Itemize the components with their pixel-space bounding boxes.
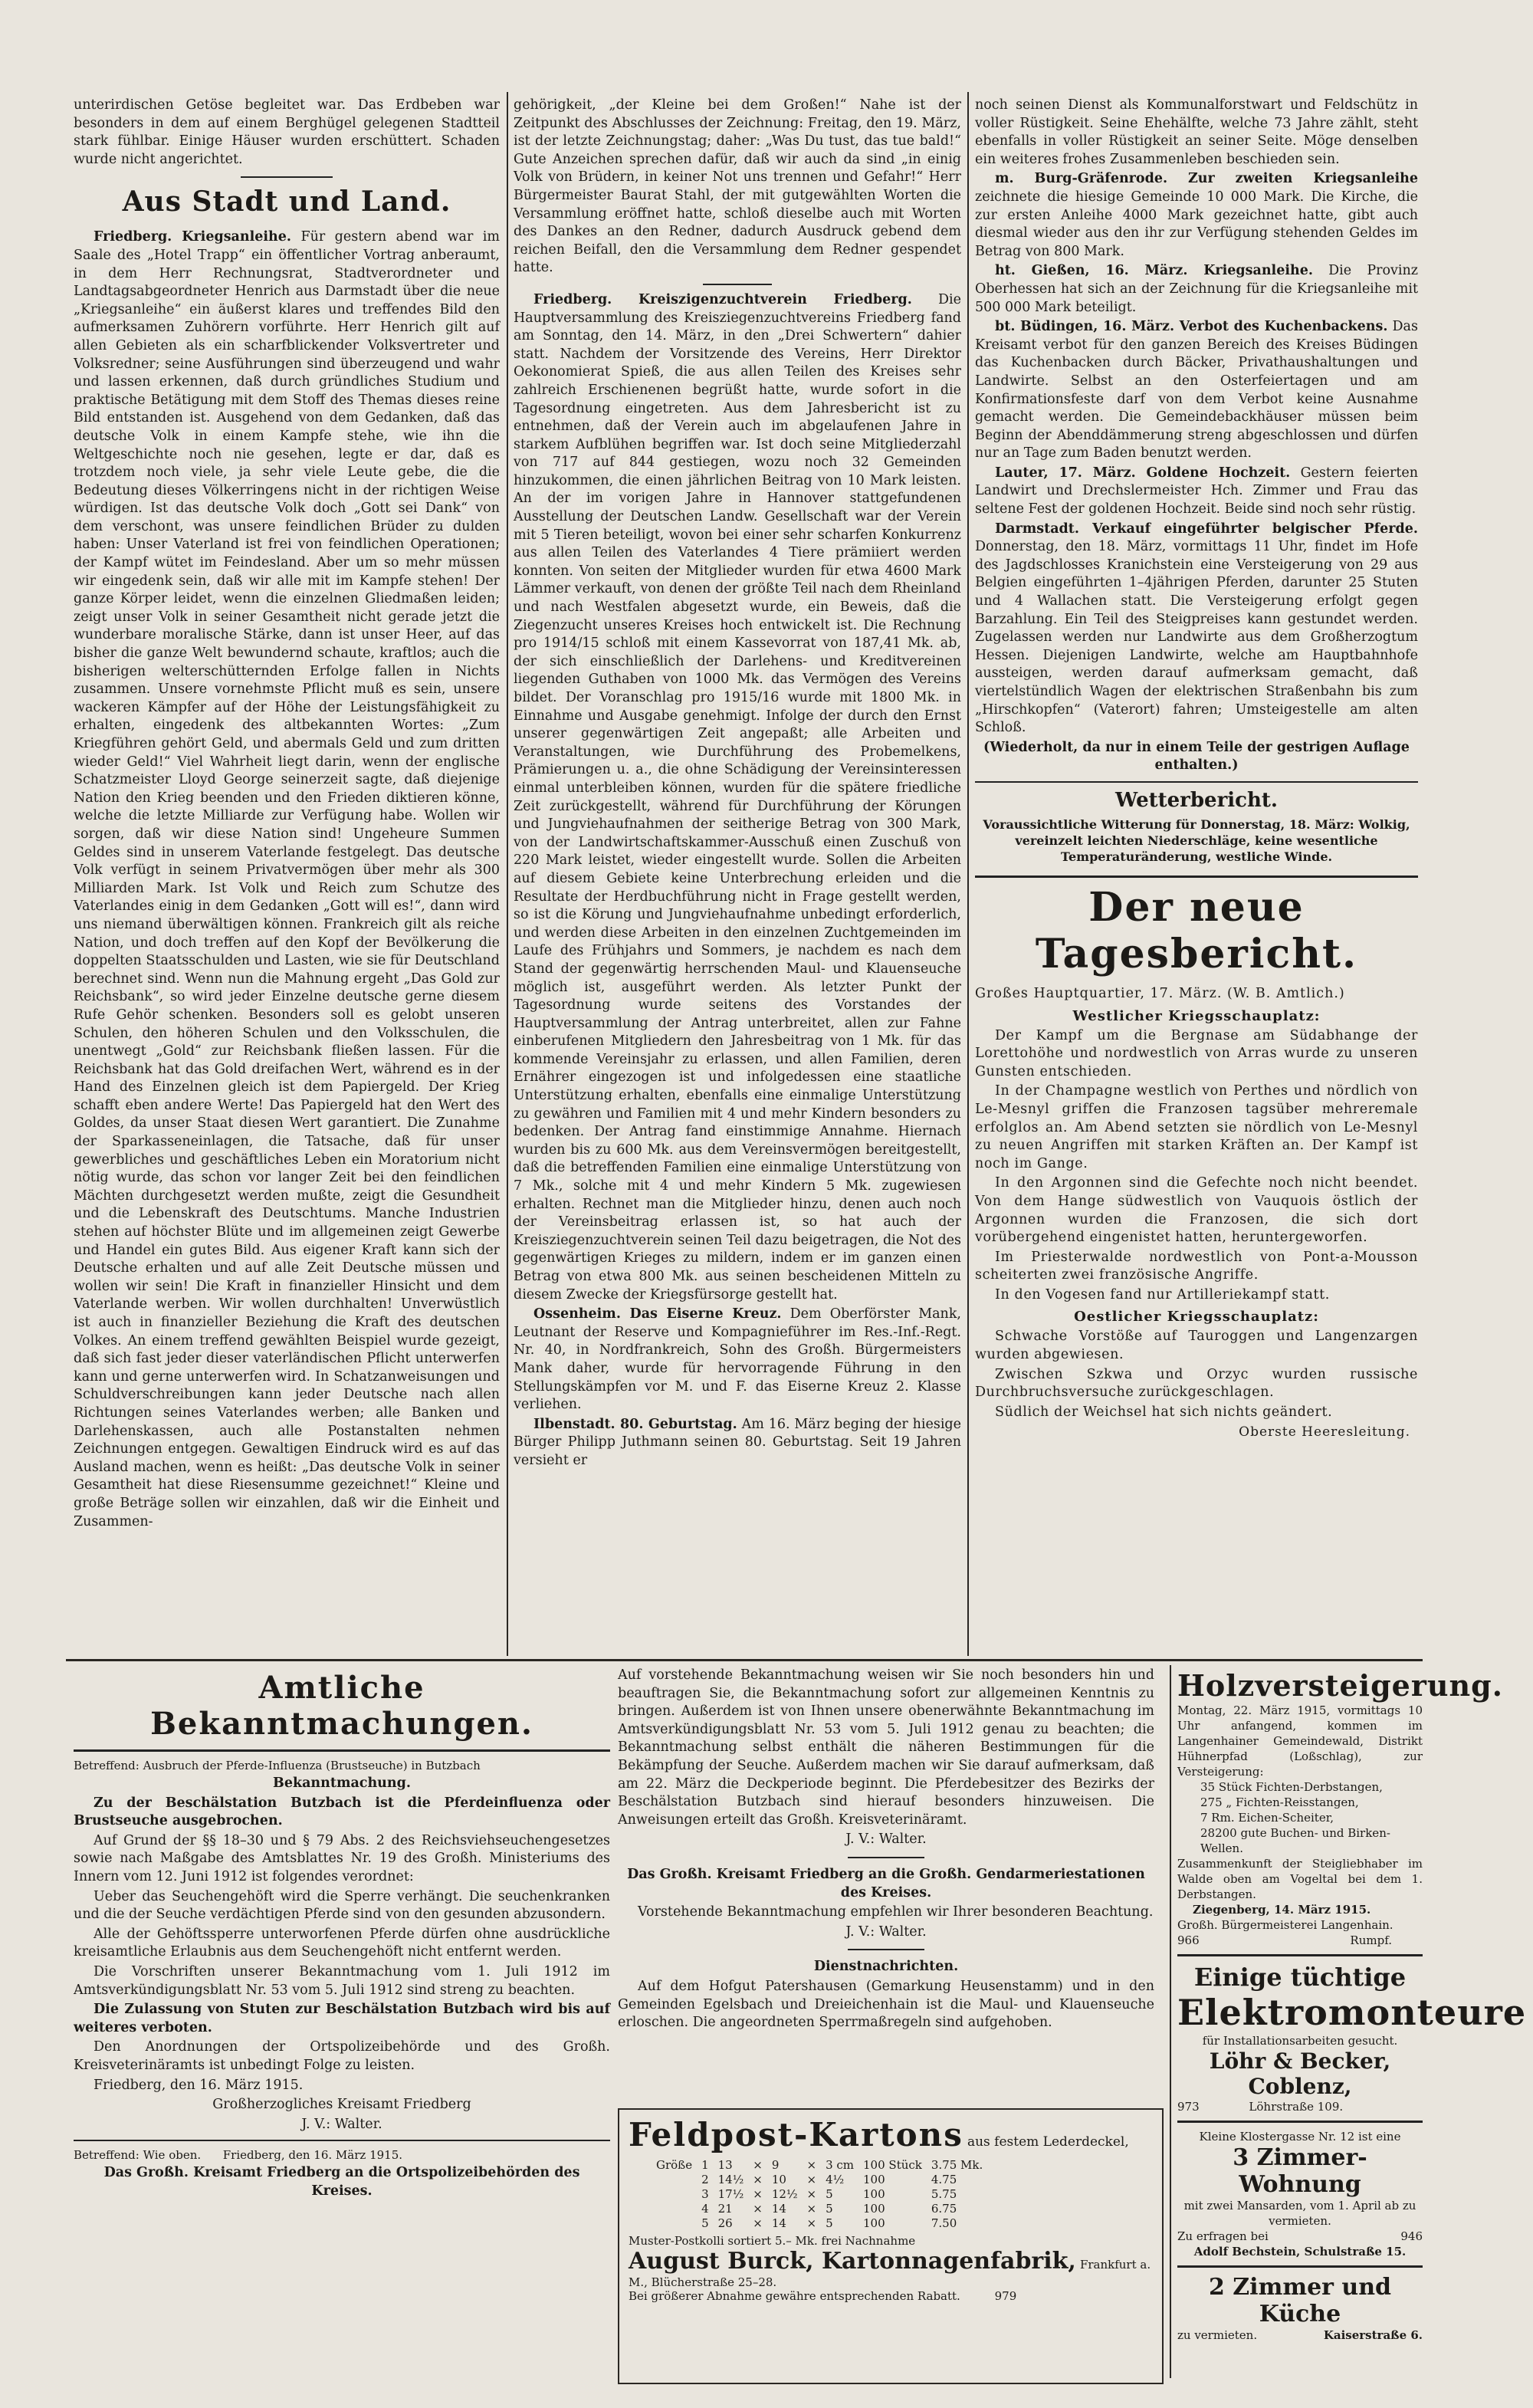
holz-text: Zusammenkunft der Steigliebhaber im Walde oben am Vogeltal bei dem 1. Derbstangen. bbox=[1177, 1857, 1423, 1901]
ad-column bbox=[1177, 1668, 1527, 2389]
article-ziegenzucht bbox=[514, 291, 961, 1304]
notice-date: Friedberg, den 16. März 1915. bbox=[222, 2148, 403, 2163]
report-signature: Oberste Heeresleitung. bbox=[1239, 1424, 1410, 1441]
report-paragraph: Im Priesterwalde nordwestlich von Pont-a-Mousson scheiterten zwei französische Angriffe. bbox=[975, 1249, 1418, 1283]
feldpost-rabatt: Bei größerer Abnahme gewähre entsprechenden Rabatt. bbox=[629, 2289, 960, 2303]
article-ossenheim bbox=[514, 1306, 961, 1414]
notice-heading: Das Großh. Kreisamt Friedberg an die Großh. Gendarmeriestationen des Kreises. bbox=[627, 1866, 1145, 1900]
divider bbox=[1177, 1954, 1423, 1956]
notice-signature: J. V.: Walter. bbox=[845, 1923, 927, 1940]
notice-subject-text: Betreffend: Wie oben. bbox=[74, 2148, 202, 2163]
article-continuation: noch seinen Dienst als Kommunalforstwart und Feldschütz in voller Rüstigkeit. Seine Ehehälfte, welche 73 Jahre zählt, steht ebenfalls in voller Rüstigkeit an seiner Seite. Möge denselben ein weiteres frohes Zusammenleben beschieden sein. bbox=[975, 97, 1418, 167]
divider bbox=[848, 1857, 924, 1858]
feldpost-cell: 14 bbox=[771, 2202, 786, 2216]
article-body: Für gestern abend war im Saale des „Hotel Trapp“ ein öffentlicher Vortrag anberaumt, in dem Herr Rechnungsrat, Stadtverordneter und Landtagsabgeordneter Henrich aus Darmstadt über die neue „Kriegsanleihe“ ein äußerst klares und treffendes Bild den aufmerksamen Zuhörern vorführte. Herr Henrich gilt auf allen Gebieten als ein scharfblickender Volksvertreter und Volksredner; seine Ausführungen sind überzeugend und wahr und lassen erkennen, daß durch gründliches Studium und praktische Betätigung mit dem Stoff des Themas dieses reine Bild entstanden ist. Ausgehend von dem Gedanken, daß das deutsche Volk in einem Kampfe stehe, wie ihn die Weltgeschichte noch nie gesehen, legte er dar, daß es trotzdem noch viele, ja sehr viele Leute gebe, die die Bedeutung dieses Völkerringens nicht in der richtigen Weise würdigen. Ist das deutsche Volk doch „Gott sei Dank“ von dem verschont, was unsere feindlichen Brüder zu dulden haben: Unser Vaterland ist frei von feindlichen Operationen; der Kampf wütet im Feindesland. Aber um so mehr müssen wir eingedenk sein, daß wir alle mit im Kampfe stehen! Der ganze Körper leidet, wenn die einzelnen Gliedmaßen leiden; zeigt unser Volk in seiner Gesamtheit nicht gerade jetzt die wunderbare moralische Stärke, dann ist unser Heer, auf das bisher die ganze Welt bewundernd schaute, kraftlos; auch die bisherigen welterschütternden Erfolge fallen in Nichts zusammen. Unsere vornehmste Pflicht muß es sein, unsere wackeren Kämpfer auf der Höhe der Leistungsfähigkeit zu erhalten, eingedenk des altbekannten Wortes: „Zum Kriegführen gehört Geld, und abermals Geld und zum dritten wieder Geld!“ Viel Wahrheit liegt darin, wenn der englische Schatzmeister Lloyd George seinerzeit sagte, daß diejenige Nation den Krieg beenden und den Frieden diktieren könne, welche die letzte Milliarde zur Verfügung habe. Wollen wir sorgen, daß wir diese Nation sind! Ungeheure Summen Geldes sind in unserem Vaterlande festgelegt. Das deutsche Volk verfügt in seinem Privatvermögen über mehr als 300 Milliarden Mark. Ist Volk und Reich zum Schutze des Vaterlandes einig in dem Gedanken „Gott will es!“, dann wird uns niemand überwältigen können. Frankreich gilt als reiche Nation, und doch treffen auf den Kopf der Bevölkerung die doppelten Staatsschulden und Lasten, wie sie für Deutschland berechnet sind. Wenn nun die Mahnung ergeht „Das Gold zur Reichsbank“, so wird jeder Einzelne deutsche gerne diesem Rufe Gehör schenken. Besonders soll es gelobt unseren Schulen, den höheren Schulen und den Volksschulen, die unentwegt „Gold“ zur Reichsbank fließen lassen. Für die Reichsbank hat das Gold dreifachen Wert, während es in der Hand des Einzelnen gleich ist dem Papiergeld. Der Krieg schafft eben andere Werte! Das Papiergeld hat den Wert des Goldes, da unser Staat diesen Wert garantiert. Die Zunahme der Sparkasseneinlagen, die Tatsache, daß für unser gewerbliches und geschäftliches Leben ein Moratorium nicht nötig wurde, das schon vor langer Zeit bei den feindlichen Mächten durchgesetzt werden mußte, zeigt die Gesundheit und die Lebenskraft des Deutschtums. Manche Industrien stehen auf höchster Blüte und im allgemeinen zeigt Gewerbe und Handel ein gutes Bild. Aus eigener Kraft kann sich der Deutsche erhalten und auf alle Zeit Deutsche müssen und wollen wir sein! Die Kraft in finanzieller Hinsicht und dem Vaterlande werben. Wir wollen durchhalten! Unverwüstlich ist auch in finanzieller Beziehung die Kraft des deutschen Volkes. An einem treffend gewählten Beispiel wurde gezeigt, daß sich fast jeder dieser vaterländischen Pflicht unterwerfen kann und gerne unterwerfen wird. In Schatzanweisungen und Schuldverschreibungen kann jeder Deutsche nach allen Richtungen seines Vaterlandes werben; alle Banken und Darlehenskassen, auch alle Postanstalten nehmen Zeichnungen entgegen. Gewaltigen Eindruck wird es auf das Ausland machen, wenn es heißt: „Das deutsche Volk in seiner Gesamtheit hat diese Riesensumme gezeichnet!“ Kleine und große Beträge sollen wir einzahlen, daß wir die Einheit und Zusammen- bbox=[74, 229, 500, 1529]
feldpost-cell: 5 bbox=[701, 2216, 709, 2230]
notice-text: Auf dem Hofgut Patershausen (Gemarkung Heusenstamm) und in den Gemeinden Egelsbach und Dreieichenhain ist die Maul- und Klauenseuche erloschen. Die angeordneten Sperrmaßregeln sind aufgehoben. bbox=[618, 1978, 1154, 2031]
article-body: Die Provinz Oberhessen hat sich an der Zeichnung für die Kriegsanleihe mit 500 000 Mark beteiligt. bbox=[975, 263, 1418, 315]
article-body: Das Kreisamt verbot für den ganzen Bereich des Kreises Büdingen das Kuchenbacken durch Bäcker, Privathaushaltungen und Landwirte. Selbst an den Osterfeiertagen und am Konfirmationsfeste darf von dem Verbot keine Ausnahme gemacht werden. Die Gemeindebackhäuser müssen beim Beginn der Abenddämmerung streng abgeschlossen und dürfen nur an Tage zum Baden benutzt werden. bbox=[975, 319, 1418, 462]
notice-organization: Großherzogliches Kreisamt Friedberg bbox=[212, 2097, 471, 2113]
feldpost-header bbox=[629, 2116, 1153, 2153]
feldpost-city: Frankfurt a. M., Blücherstraße 25–28. bbox=[629, 2258, 1151, 2289]
divider bbox=[241, 176, 333, 178]
feldpost-cell: Größe bbox=[656, 2158, 693, 2172]
feldpost-cell: 17½ bbox=[717, 2187, 744, 2201]
article-body: Die Hauptversammlung des Kreisziegenzuchtvereins Friedberg fand am Sonntag, den 14. März, in den „Drei Schwertern“ dahier statt. Nachdem der Vorsitzende des Vereins, Herr Direktor Oekonomierat Spieß, die aus allen Teilen des Kreises sehr zahlreich Erschienenen begrüßt hatte, wurde sofort in die Tagesordnung eingetreten. Aus dem Jahresbericht ist zu entnehmen, daß der Verein auch im abgelaufenen Jahre in starkem Aufblühen begriffen war. Ist doch seine Mitgliederzahl von 717 auf 844 gestiegen, wozu noch 32 Gemeinden hinzukommen, die einen jährlichen Beitrag von 10 Mark leisten. An der im vorigen Jahre in Hannover stattgefundenen Ausstellung der Deutschen Landw. Gesellschaft war der Verein mit 5 Tieren beteiligt, wovon bei einer sehr scharfen Konkurrenz aus allen Teilen des Vaterlandes 4 Tiere prämiiert werden konnten. Von seiten der Mitglieder wurden für etwa 4600 Mark Lämmer verkauft, von denen der größte Teil nach dem Rheinland und nach Westfalen abgesetzt wurde, ein Beweis, daß die Ziegenzucht unseres Kreises hoch entwickelt ist. Die Rechnung pro 1914/15 schloß mit einem Kassevorrat von 187,41 Mk. ab, der sich einschließlich der Darlehens- und Kreditvereinen liegenden Guthaben von 1000 Mk. das Vermögen des Vereins bildet. Der Voranschlag pro 1915/16 wurde mit 1800 Mk. in Einnahme und Ausgabe genehmigt. Infolge der durch den Ernst unserer gegenwärtigen Zeit angepaßt; alle Arbeiten und Veranstaltungen, wie Durchführung des Probemelkens, Prämierungen u. a., die ohne Schädigung der Vereinsinteressen einmal unterbleiben können, wurden für die spätere friedliche Zeit zurückgestellt, während für Durchführung der Körungen und Jungviehaufnahmen der seitherige Betrag von 300 Mark, von der Landwirtschaftskammer-Ausschuß einen Zuschuß von 220 Mark leistet, wieder eingestellt wurde. Sollen die Arbeiten auf diesem Gebiete keine Unterbrechung erleiden und die Resultate der Herdbuchführung nicht in Frage gestellt werden, so ist die Körung und Jungviehaufnahme unbedingt erforderlich, und werden diese Arbeiten in den einzelnen Zuchtgemeinden im Laufe des Frühjahrs und Sommers, je nachdem es nach dem Stand der gegenwärtig herrschenden Maul- und Klauenseuche möglich ist, ausgeführt werden. Als letzter Punkt der Tagesordnung wurde seitens des Vorstandes der Hauptversammlung der Antrag unterbreitet, allen zur Fahne einberufenen Mitgliedern den Jahresbeitrag von 1 Mk. für das kommende Vereinsjahr zu erlassen, und allen Familien, deren Ernährer eingezogen ist und infolgedessen eine staatliche Unterstützung erhalten, ebenfalls eine einmalige Unterstützung zu gewähren und Familien mit 4 und mehr Kindern besonders zu bedenken. Der Antrag fand einstimmige Annahme. Hiernach wurden bis zu 600 Mk. aus dem Vereinsvermögen bereitgestellt, daß die betreffenden Familien eine einmalige Unterstützung von 7 Mk., solche mit 4 und mehr Kindern 5 Mk. zugewiesen erhalten. Rechnet man die Mitglieder hinzu, denen auch noch der Vereinsbeitrag erlassen ist, so hat auch der Kreisziegenzuchtverein seinen Teil dazu beigetragen, die Not des gegenwärtigen Krieges zu mildern, indem er im ganzen einen Betrag von etwa 800 Mk. aus seinen bescheidenen Mitteln zu diesem Zwecke der Kriegsfürsorge gestellt hat. bbox=[514, 291, 961, 1303]
feldpost-ad bbox=[618, 2108, 1164, 2384]
column-3 bbox=[975, 97, 1418, 1654]
times-sign: × bbox=[806, 2216, 817, 2230]
intro-text: unterirdischen Getöse begleitet war. Das Erdbeben war besonders in dem auf einem Berghügel gelegenen Stadtteil stark fühlbar. Einige Häuser wurden erschüttert. Schaden wurde nicht angerichtet. bbox=[74, 97, 500, 167]
report-paragraph: In den Vogesen fand nur Artilleriekampf statt. bbox=[995, 1286, 1330, 1303]
amtliche-col-2 bbox=[618, 1667, 1154, 2104]
feldpost-cell: 100 bbox=[863, 2187, 885, 2201]
weather-title: Wetterbericht. bbox=[1115, 788, 1278, 812]
feldpost-row bbox=[652, 2202, 987, 2216]
times-sign: × bbox=[806, 2158, 817, 2172]
feldpost-row bbox=[652, 2158, 987, 2173]
feldpost-cell: 5 bbox=[826, 2202, 833, 2216]
notice-subject: Betreffend: Ausbruch der Pferde-Influenza (Brustseuche) in Butzbach bbox=[74, 1759, 481, 1772]
amtliche-col-1 bbox=[74, 1667, 610, 2387]
notice-rule: Ueber das Seuchengehöft wird die Sperre verhängt. Die seuchenkranken und die der Seuche verdächtigen Pferde sind von den gesunden abzusondern. bbox=[74, 1888, 610, 1923]
feldpost-cell: 1 bbox=[701, 2158, 709, 2172]
divider bbox=[975, 875, 1418, 878]
article-ilbenstadt bbox=[514, 1416, 961, 1470]
feldpost-row bbox=[652, 2187, 987, 2202]
feldpost-cell bbox=[652, 2187, 697, 2202]
west-front-heading: Westlicher Kriegsschauplatz: bbox=[1072, 1007, 1321, 1024]
feldpost-cell: 3.75 Mk. bbox=[931, 2158, 983, 2172]
feldpost-rabatt-line bbox=[629, 2289, 1153, 2303]
feldpost-cell: 100 bbox=[863, 2173, 885, 2186]
elektro-street: Löhrstraße 109. bbox=[1249, 2100, 1344, 2114]
holz-title: Holzversteigerung. bbox=[1177, 1668, 1503, 1703]
feldpost-cell: 100 bbox=[863, 2216, 885, 2230]
feldpost-cell: 5.75 bbox=[931, 2187, 957, 2201]
times-sign: × bbox=[753, 2187, 763, 2201]
notice-heading: Bekanntmachung. bbox=[273, 1776, 411, 1791]
divider bbox=[1177, 2265, 1423, 2268]
feldpost-title: Feldpost-Kartons bbox=[629, 2116, 963, 2153]
article-lead: ht. Gießen, 16. März. Kriegsanleihe. bbox=[995, 263, 1313, 279]
notice-signature: J. V.: Walter. bbox=[845, 1831, 927, 1848]
feldpost-cell: 21 bbox=[717, 2202, 733, 2216]
article-lead: bt. Büdingen, 16. März. Verbot des Kuchenbackens. bbox=[995, 319, 1388, 335]
elektro-company: Löhr & Becker, Coblenz, bbox=[1209, 2048, 1391, 2099]
elektro-title: Elektromonteure bbox=[1177, 1992, 1527, 2033]
divider bbox=[74, 2140, 610, 2141]
tagesbericht-intro: Großes Hauptquartier, 17. März. (W. B. Amtlich.) bbox=[975, 985, 1345, 1001]
elektro-text: für Installationsarbeiten gesucht. bbox=[1202, 2034, 1398, 2048]
holz-date: Ziegenberg, 14. März 1915. bbox=[1193, 1903, 1371, 1917]
article-giessen bbox=[975, 262, 1418, 317]
holz-footer bbox=[1177, 1933, 1423, 1948]
times-sign: × bbox=[806, 2173, 817, 2186]
feldpost-cell bbox=[652, 2216, 697, 2231]
article-body: Gestern feierten Landwirt und Drechslermeister Hch. Zimmer und Frau das seltene Fest der goldenen Hochzeit. Beide sind noch sehr rüstig. bbox=[975, 465, 1419, 517]
divider bbox=[975, 781, 1418, 783]
holz-item: 7 Rm. Eichen-Scheiter, bbox=[1200, 1811, 1334, 1825]
zimmer-footer bbox=[1177, 2328, 1423, 2343]
feldpost-cell bbox=[652, 2202, 697, 2216]
article-body: zeichnete die hiesige Gemeinde 10 000 Mark. Die Kirche, die zur ersten Anleihe 4000 Mark gezeichnet hatte, gibt auch diesmal wieder aus den ihr zur Verfügung stehenden Geldes im Betrag von 800 Mark. bbox=[975, 189, 1418, 259]
column-1 bbox=[74, 97, 500, 1654]
notice-rule: Die Zulassung von Stuten zur Beschälstation Butzbach wird bis auf weiteres verboten. bbox=[74, 2002, 610, 2035]
notice-rule: Den Anordnungen der Ortspolizeibehörde und des Großh. Kreisveterinäramts ist unbedingt Folge zu leisten. bbox=[74, 2039, 610, 2073]
holz-signature: Rumpf. bbox=[1350, 1933, 1392, 1947]
feldpost-cell bbox=[652, 2173, 697, 2187]
zimmer-title: 2 Zimmer und Küche bbox=[1208, 2274, 1392, 2328]
feldpost-cell: 3 bbox=[701, 2187, 709, 2201]
feldpost-cell: 3 cm bbox=[826, 2158, 855, 2172]
wohnung-inquiry: Zu erfragen bei bbox=[1177, 2229, 1269, 2243]
notice-heading: Dienstnachrichten. bbox=[813, 1959, 959, 1975]
article-body: Am 16. März beging der hiesige Bürger Philipp Juthmann seinen 80. Geburtstag. Seit 19 Jahren versieht er bbox=[514, 1416, 961, 1468]
holz-items bbox=[1177, 1779, 1423, 1856]
report-paragraph: In den Argonnen sind die Gefechte noch nicht beendet. Von dem Hange südwestlich von Vauquois östlich der Argonnen wurden die Franzosen, die sich dort vorübergehend eingenistet hatten, heruntergeworfen. bbox=[975, 1175, 1418, 1246]
feldpost-cell: 7.50 bbox=[931, 2216, 957, 2230]
ad-number: 973 bbox=[1177, 2100, 1200, 2114]
article-lauter bbox=[975, 465, 1418, 519]
holz-item: 28200 gute Buchen- und Birken-Wellen. bbox=[1200, 1826, 1390, 1855]
report-paragraph: Zwischen Szkwa und Orzyc wurden russische Durchbruchsversuche zurückgeschlagen. bbox=[975, 1366, 1418, 1401]
article-body: Donnerstag, den 18. März, vormittags 11 Uhr, findet im Hofe des Jagdschlosses Kranichstein eine Versteigerung von 29 aus Belgien eingeführten 1–4jährigen Pferden, darunter 25 Stuten und 4 Wallachen statt. Die Versteigerung erfolgt gegen Barzahlung. Ein Teil des Steigpreises kann gestundet werden. Zugelassen werden nur Landwirte aus dem Großherzogtum Hessen. Diejenigen Landwirte, welche am Hauptbahnhofe aussteigen, werden darauf aufmerksam gemacht, daß viertelstündlich Wagen der elektrischen Straßenbahn bis zum „Hirschkopfen“ (Vaterort) fahren; Umsteigestelle am alten Schloß. bbox=[975, 539, 1418, 736]
notice-text: Vorstehende Bekanntmachung empfehlen wir Ihrer besonderen Beachtung. bbox=[638, 1904, 1154, 1920]
column-2 bbox=[514, 97, 961, 1654]
holz-text: Montag, 22. März 1915, vormittags 10 Uhr anfangend, kommen im Langenhainer Gemeindewald, Distrikt Hühnerpfad (Loßschlag), zur Versteigerung: bbox=[1177, 1703, 1423, 1779]
report-paragraph: Schwache Vorstöße auf Tauroggen und Langenzargen wurden abgewiesen. bbox=[975, 1329, 1418, 1363]
zimmer-text: zu vermieten. bbox=[1177, 2328, 1258, 2342]
feldpost-cell: 5 bbox=[826, 2216, 833, 2230]
feldpost-cell: 10 bbox=[771, 2173, 786, 2186]
notice-rule: Alle der Gehöftssperre unterworfenen Pferde dürfen ohne ausdrückliche kreisamtliche Erlaubnis aus dem Seuchengehöft nicht entfernt werden. bbox=[74, 1926, 610, 1960]
feldpost-company: August Burck, Kartonnagenfabrik, bbox=[629, 2248, 1076, 2275]
feldpost-company-line bbox=[629, 2248, 1153, 2289]
article-continuation: gehörigkeit, „der Kleine bei dem Großen!“ Nahe ist der Zeitpunkt des Abschlusses der Zeichnung: Freitag, den 19. März, ist der letzte Zeichnungstag; daher: „Was Du tust, das tue bald!“ Gute Anzeichen sprechen dafür, daß wir auch da sind „in einig Volk von Brüdern, in keiner Not uns trennen und Gefahr!“ Herr Bürgermeister Baurat Stahl, der mit gutgewählten Worten die Versammlung eröffnet hatte, schloß dieselbe auch mit Worten des Dankes an den Redner, dadurch Ausdruck gebend dem reichen Beifall, den die Versammlung dem Redner gespendet hatte. bbox=[514, 97, 961, 276]
article-buedingen bbox=[975, 318, 1418, 463]
wohnung-title: 3 Zimmer-Wohnung bbox=[1233, 2144, 1367, 2198]
tagesbericht-title: Der neue Tagesbericht. bbox=[1035, 883, 1358, 977]
wohnung-text: mit zwei Mansarden, vom 1. April ab zu vermieten. bbox=[1183, 2199, 1416, 2228]
times-sign: × bbox=[753, 2158, 763, 2172]
feldpost-cell: 100 bbox=[863, 2202, 885, 2216]
article-burg-graefenrode bbox=[975, 170, 1418, 261]
feldpost-cell: 100 Stück bbox=[863, 2158, 922, 2172]
feldpost-cell: 14½ bbox=[717, 2173, 744, 2186]
times-sign: × bbox=[753, 2216, 763, 2230]
feldpost-row bbox=[652, 2173, 987, 2187]
feldpost-muster: Muster-Postkolli sortiert 5.– Mk. frei Nachnahme bbox=[629, 2234, 916, 2248]
feldpost-cell: 26 bbox=[717, 2216, 733, 2230]
divider bbox=[74, 1749, 610, 1752]
holz-item: 275 „ Fichten-Reisstangen, bbox=[1200, 1795, 1359, 1809]
feldpost-cell: 5 bbox=[826, 2187, 833, 2201]
report-paragraph: In der Champagne westlich von Perthes und nördlich von Le-Mesnyl griffen die Franzosen tagsüber mehreremale erfolglos an. Am Abend setzten sie nördlich von Le-Mesnyl zu neuen Angriffen mit starken Kräften an. Der Kampf ist noch im Gange. bbox=[975, 1083, 1418, 1171]
feldpost-cell: 6.75 bbox=[931, 2202, 957, 2216]
feldpost-cell: 13 bbox=[717, 2158, 733, 2172]
feldpost-cell: 4 bbox=[701, 2202, 709, 2216]
notice-signature: J. V.: Walter. bbox=[301, 2116, 382, 2132]
times-sign: × bbox=[753, 2173, 763, 2186]
feldpost-cell: 4½ bbox=[826, 2173, 845, 2186]
notice-text: Auf vorstehende Bekanntmachung weisen wir Sie noch besonders hin und beauftragen Sie, die Bekanntmachung sofort zur allgemeinen Kenntnis zu bringen. Außerdem ist von Ihnen unsere obenerwähnte Bekanntmachung im Amtsverkündigungsblatt Nr. 53 vom 5. Juli 1912 genau zu beachten; die Bekanntmachung selbst enthält die näheren Bestimmungen für die Bekämpfung der Seuche. Außerdem machen wir Sie darauf aufmerksam, daß am 22. März die Deckperiode beginnt. Die Pferdebesitzer des Bezirks der Beschälstation Butzbach sind hierauf besonders hinzuweisen. Die Anweisungen erteilt das Großh. Kreisveterinäramt. bbox=[618, 1667, 1154, 1828]
ad-number: 979 bbox=[994, 2289, 1017, 2303]
notice-rule: Die Vorschriften unserer Bekanntmachung vom 1. Juli 1912 im Amtsverkündigungsblatt Nr. 53 vom 5. Juli 1912 sind streng zu beachten. bbox=[74, 1963, 610, 1998]
elektro-line1: Einige tüchtige bbox=[1193, 1963, 1407, 1992]
notice-date: Friedberg, den 16. März 1915. bbox=[94, 2077, 304, 2093]
section-rule bbox=[66, 1659, 1423, 1661]
times-sign: × bbox=[806, 2187, 817, 2201]
article-lead: Ossenheim. Das Eiserne Kreuz. bbox=[533, 1306, 782, 1322]
feldpost-cell: 9 bbox=[771, 2158, 780, 2172]
column-rule bbox=[1170, 1665, 1171, 2378]
ad-number: 966 bbox=[1177, 1933, 1200, 1947]
article-lead: Friedberg. Kriegsanleihe. bbox=[94, 229, 291, 245]
report-paragraph: Südlich der Weichsel hat sich nichts geändert. bbox=[995, 1404, 1333, 1420]
feldpost-row bbox=[652, 2216, 987, 2231]
article-lead: Ilbenstadt. 80. Geburtstag. bbox=[533, 1416, 737, 1432]
amtliche-title: Amtliche Bekanntmachungen. bbox=[150, 1670, 533, 1742]
article-body: Dem Oberförster Mank, Leutnant der Reserve und Kompagnieführer im Res.-Inf.-Regt. Nr. 40, in Nordfrankreich, Sohn des Großh. Bürgermeisters Mank daher, wurde für hervorragende Führung in den Stellungskämpfen vor M. und F. das Eiserne Kreuz 2. Klasse verliehen. bbox=[514, 1306, 961, 1413]
east-front-heading: Oestlicher Kriegsschauplatz: bbox=[1074, 1309, 1319, 1326]
column-rule bbox=[967, 92, 969, 1656]
article-kriegsanleihe bbox=[74, 228, 500, 1531]
feldpost-table bbox=[652, 2158, 987, 2231]
section-title: Aus Stadt und Land. bbox=[122, 186, 451, 218]
feldpost-cell: 2 bbox=[701, 2173, 709, 2186]
holz-org: Großh. Bürgermeisterei Langenhain. bbox=[1177, 1918, 1393, 1932]
divider bbox=[703, 284, 772, 285]
article-darmstadt bbox=[975, 521, 1418, 738]
notice-subheading: Zu der Beschälstation Butzbach ist die Pferdeinfluenza oder Brustseuche ausgebrochen. bbox=[74, 1795, 610, 1829]
weather-text: Voraussichtliche Witterung für Donnerstag, 18. März: Wolkig, vereinzelt leichten Niederschläge, keine wesentliche Temperaturänderung, westliche Winde. bbox=[983, 816, 1410, 864]
article-lead: m. Burg-Gräfenrode. Zur zweiten Kriegsanleihe bbox=[995, 171, 1418, 187]
times-sign: × bbox=[806, 2202, 817, 2216]
report-paragraph: Der Kampf um die Bergnase am Südabhange der Lorettohöhe und nordwestlich von Arras wurde zu unseren Gunsten entschieden. bbox=[975, 1027, 1418, 1079]
notice-text: Auf Grund der §§ 18–30 und § 79 Abs. 2 des Reichsviehseuchengesetzes sowie nach Maßgabe des Amtsblattes Nr. 19 des Großh. Ministeriums des Innern vom 12. Juni 1912 ist folgendes verordnet: bbox=[74, 1832, 610, 1884]
ad-number: 946 bbox=[1400, 2229, 1423, 2243]
elektro-footer bbox=[1177, 2099, 1423, 2114]
article-lead: Darmstadt. Verkauf eingeführter belgischer Pferde. bbox=[995, 521, 1418, 537]
divider bbox=[1177, 2121, 1423, 2123]
feldpost-cell: 12½ bbox=[771, 2187, 798, 2201]
feldpost-subtitle: aus festem Lederdeckel, bbox=[967, 2134, 1129, 2150]
notice-heading: Das Großh. Kreisamt Friedberg an die Ortspolizeibehörden des Kreises. bbox=[103, 2165, 580, 2199]
notice-subject bbox=[74, 2147, 610, 2163]
feldpost-cell: 14 bbox=[771, 2216, 786, 2230]
times-sign: × bbox=[753, 2202, 763, 2216]
zimmer-address: Kaiserstraße 6. bbox=[1323, 2328, 1423, 2342]
wohnung-name: Adolf Bechstein, Schulstraße 15. bbox=[1193, 2245, 1407, 2259]
wohnung-text: Kleine Klostergasse Nr. 12 ist eine bbox=[1199, 2130, 1401, 2144]
feldpost-cell: 4.75 bbox=[931, 2173, 957, 2186]
article-lead: Lauter, 17. März. Goldene Hochzeit. bbox=[995, 465, 1291, 481]
wohnung-inquiry-line bbox=[1177, 2229, 1423, 2244]
column-rule bbox=[507, 92, 508, 1656]
article-note: (Wiederholt, da nur in einem Teile der gestrigen Auflage enthalten.) bbox=[983, 739, 1410, 774]
article-lead: Friedberg. Kreiszigenzuchtverein Friedberg. bbox=[533, 291, 912, 307]
divider bbox=[848, 1949, 924, 1950]
holz-item: 35 Stück Fichten-Derbstangen, bbox=[1200, 1780, 1383, 1794]
